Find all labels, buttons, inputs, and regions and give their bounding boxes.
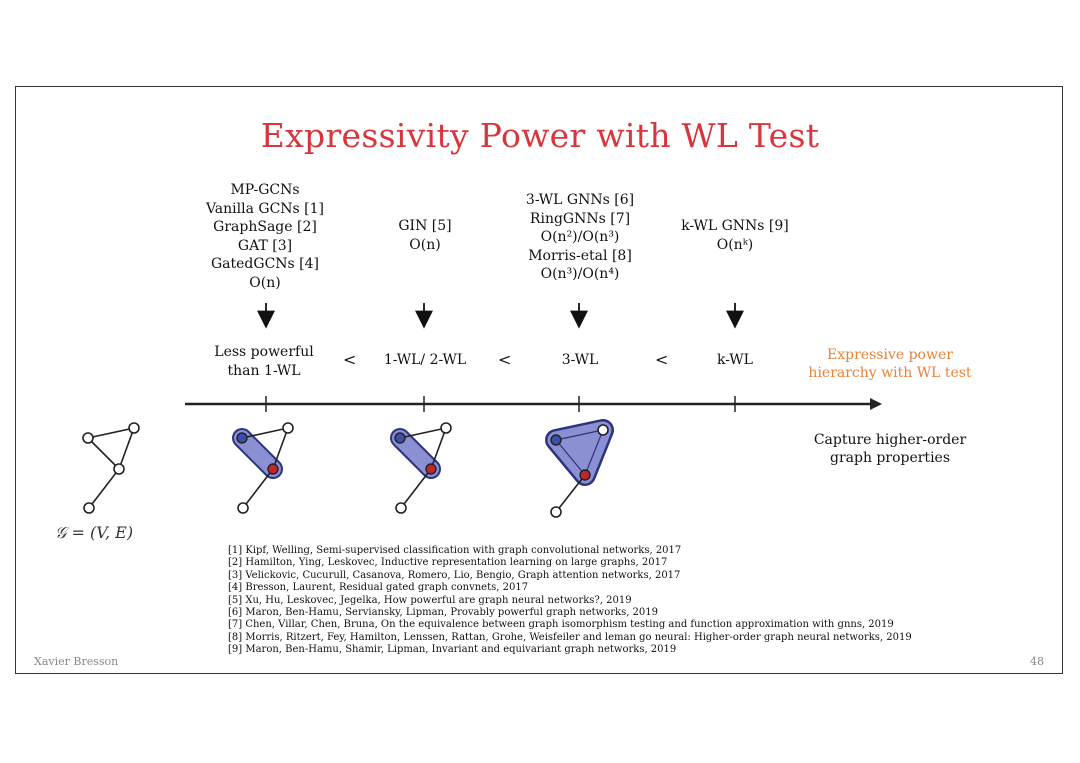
reference-item: [4] Bresson, Laurent, Residual gated graph convnets, 2017 — [228, 582, 529, 594]
column-line: GraphSage [2] — [213, 219, 317, 235]
reference-item: [2] Hamilton, Ying, Leskovec, Inductive representation learning on large graphs, 2017 — [228, 557, 668, 569]
column-line: Vanilla GCNs [1] — [205, 200, 325, 217]
level-kwl: k-WL — [717, 352, 753, 368]
column-line: GIN [5] — [398, 218, 452, 234]
column-line: O(n²)/O(n³) — [540, 229, 620, 245]
level-1wl-2wl: 1-WL/ 2-WL — [383, 352, 467, 368]
column-line: O(n) — [249, 274, 281, 291]
column-line: 3-WL GNNs [6] — [525, 192, 635, 208]
note-line: Expressive power — [827, 347, 953, 363]
reference-item: [1] Kipf, Welling, Semi-supervised classification with graph convolutional networks, 2017 — [228, 545, 682, 556]
column-line: GatedGCNs [4] — [210, 256, 319, 272]
column-line: Morris-etal [8] — [528, 247, 632, 264]
column-line: GAT [3] — [237, 237, 293, 254]
footer-page-number: 48 — [1030, 655, 1044, 668]
note-line: hierarchy with WL test — [808, 365, 972, 381]
note-line: graph properties — [829, 450, 951, 466]
reference-item: [6] Maron, Ben-Hamu, Serviansky, Lipman, Provably powerful graph networks, 2019 — [228, 607, 659, 619]
graph-icon — [83, 423, 139, 513]
reference-item: [7] Chen, Villar, Chen, Bruna, On the equivalence between graph isomorphism testing and function approximation with gnns, 2019 — [228, 619, 894, 631]
references-list — [228, 545, 912, 657]
level-label-line: than 1-WL — [227, 363, 301, 379]
note-line: Capture higher-order — [813, 432, 967, 448]
footer-author: Xavier Bresson — [34, 655, 119, 668]
column-line: O(nᵏ) — [716, 236, 754, 253]
column-line: RingGNNs [7] — [529, 210, 631, 227]
hierarchy-axis — [185, 396, 882, 412]
column-line: O(n³)/O(n⁴) — [540, 266, 620, 282]
slide-title: Expressivity Power with WL Test — [260, 116, 820, 155]
level-label-line: Less powerful — [214, 344, 314, 360]
column-line: O(n) — [409, 236, 441, 253]
column-line: MP-GCNs — [230, 182, 300, 198]
column-line: k-WL GNNs [9] — [681, 218, 789, 234]
level-3wl: 3-WL — [561, 352, 599, 368]
less-than-symbol: < — [343, 350, 357, 369]
graph-definition-label: 𝒢 = (V, E) — [55, 523, 134, 542]
reference-item: [9] Maron, Ben-Hamu, Shamir, Lipman, Invariant and equivariant graph networks, 2019 — [228, 644, 677, 656]
reference-item: [3] Velickovic, Cucurull, Casanova, Romero, Lio, Bengio, Graph attention networks, 2017 — [228, 569, 681, 581]
graph-edge-highlight-icon — [395, 423, 451, 513]
graph-edge-highlight-icon — [237, 423, 293, 513]
reference-item: [5] Xu, Hu, Leskovec, Jegelka, How powerful are graph neural networks?, 2019 — [228, 594, 632, 606]
reference-item: [8] Morris, Ritzert, Fey, Hamilton, Lenssen, Rattan, Grohe, Weisfeiler and leman go neural: Higher-order graph neural networks, 2019 — [228, 631, 912, 643]
less-than-symbol: < — [498, 350, 512, 369]
less-than-symbol: < — [655, 350, 669, 369]
graph-triangle-highlight-icon — [551, 425, 608, 517]
